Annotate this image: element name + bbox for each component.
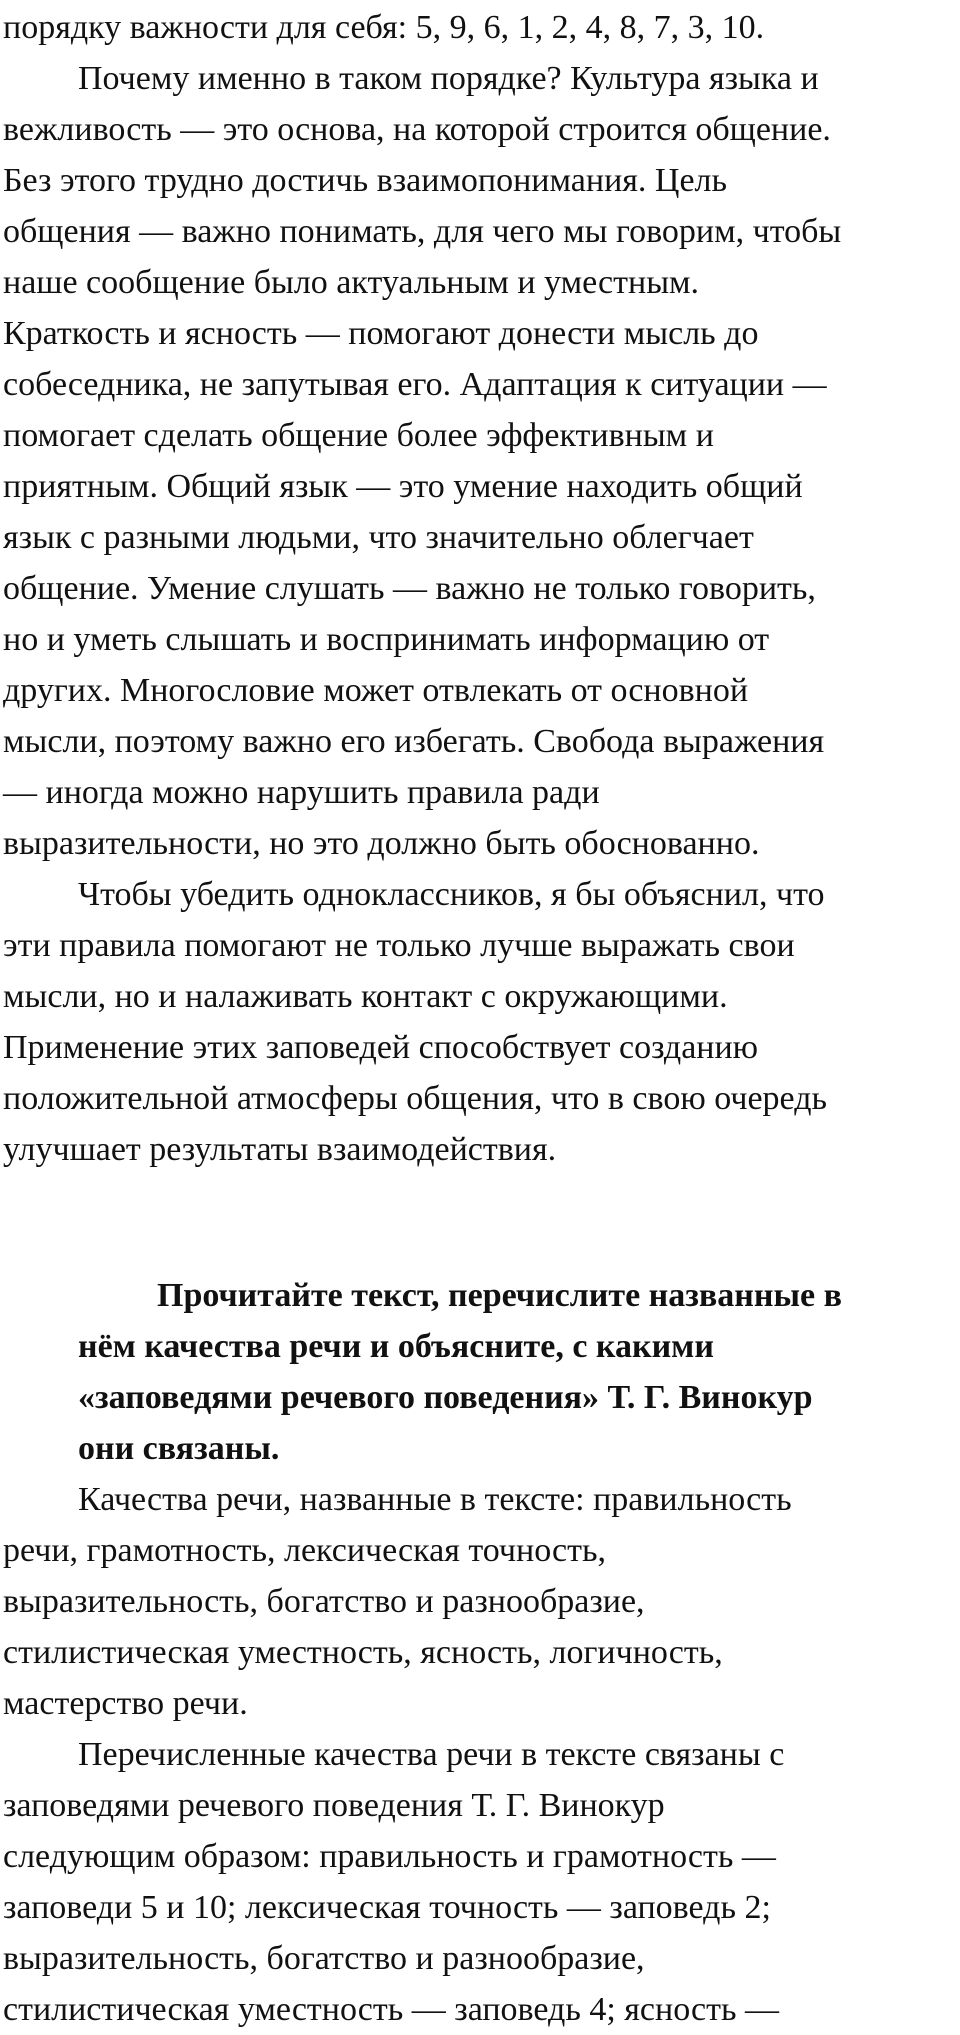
paragraph-line: улучшает результаты взаимодействия. — [3, 1131, 557, 1168]
paragraph-line: выразительности, но это должно быть обоснованно. — [3, 825, 760, 862]
task-heading-line: «заповедями речевого поведения» Т. Г. Винокур — [78, 1379, 813, 1416]
paragraph-line: наше сообщение было актуальным и уместным. — [3, 264, 700, 301]
task-heading-line: нём качества речи и объясните, с какими — [78, 1328, 714, 1365]
paragraph-line: язык с разными людьми, что значительно облегчает — [3, 519, 754, 556]
paragraph-line: собеседника, не запутывая его. Адаптация к ситуации — — [3, 366, 827, 403]
paragraph-line: порядку важности для себя: 5, 9, 6, 1, 2, 4, 8, 7, 3, 10. — [3, 9, 765, 46]
paragraph-line: следующим образом: правильность и грамотность — — [3, 1838, 776, 1875]
paragraph-line: Применение этих заповедей способствует созданию — [3, 1029, 759, 1066]
paragraph-line: мастерство речи. — [3, 1685, 248, 1722]
paragraph-line: — иногда можно нарушить правила ради — [3, 774, 600, 811]
task-heading-line: они связаны. — [78, 1430, 280, 1467]
paragraph-line: положительной атмосферы общения, что в свою очередь — [3, 1080, 828, 1117]
paragraph-line: других. Многословие может отвлекать от основной — [3, 672, 749, 709]
paragraph-line: Без этого трудно достичь взаимопонимания. Цель — [3, 162, 728, 199]
paragraph-line: общения — важно понимать, для чего мы говорим, чтобы — [3, 213, 842, 250]
task-heading-line: Прочитайте текст, перечислите названные в — [157, 1277, 842, 1314]
paragraph-line: Перечисленные качества речи в тексте связаны с — [78, 1736, 785, 1773]
paragraph-line: стилистическая уместность, ясность, логичность, — [3, 1634, 723, 1671]
paragraph-line: Почему именно в таком порядке? Культура языка и — [78, 60, 819, 97]
paragraph-line: вежливость — это основа, на которой строится общение. — [3, 111, 831, 148]
paragraph-line: эти правила помогают не только лучше выражать свои — [3, 927, 795, 964]
paragraph-line: приятным. Общий язык — это умение находить общий — [3, 468, 803, 505]
paragraph-line: выразительность, богатство и разнообразие, — [3, 1583, 645, 1620]
paragraph-line: заповедями речевого поведения Т. Г. Винокур — [3, 1787, 665, 1824]
paragraph-line: выразительность, богатство и разнообразие, — [3, 1940, 645, 1977]
paragraph-line: Чтобы убедить одноклассников, я бы объяснил, что — [78, 876, 825, 913]
paragraph-line: Качества речи, названные в тексте: правильность — [78, 1481, 792, 1518]
paragraph-line: помогает сделать общение более эффективным и — [3, 417, 714, 454]
paragraph-line: общение. Умение слушать — важно не только говорить, — [3, 570, 816, 607]
paragraph-line: но и уметь слышать и воспринимать информацию от — [3, 621, 770, 658]
paragraph-line: мысли, поэтому важно его избегать. Свобода выражения — [3, 723, 825, 760]
paragraph-line: мысли, но и налаживать контакт с окружающими. — [3, 978, 728, 1015]
paragraph-line: заповеди 5 и 10; лексическая точность — заповедь 2; — [3, 1889, 771, 1926]
paragraph-line: Краткость и ясность — помогают донести мысль до — [3, 315, 759, 352]
paragraph-line: стилистическая уместность — заповедь 4; ясность — — [3, 1991, 780, 2028]
paragraph-line: речи, грамотность, лексическая точность, — [3, 1532, 607, 1569]
